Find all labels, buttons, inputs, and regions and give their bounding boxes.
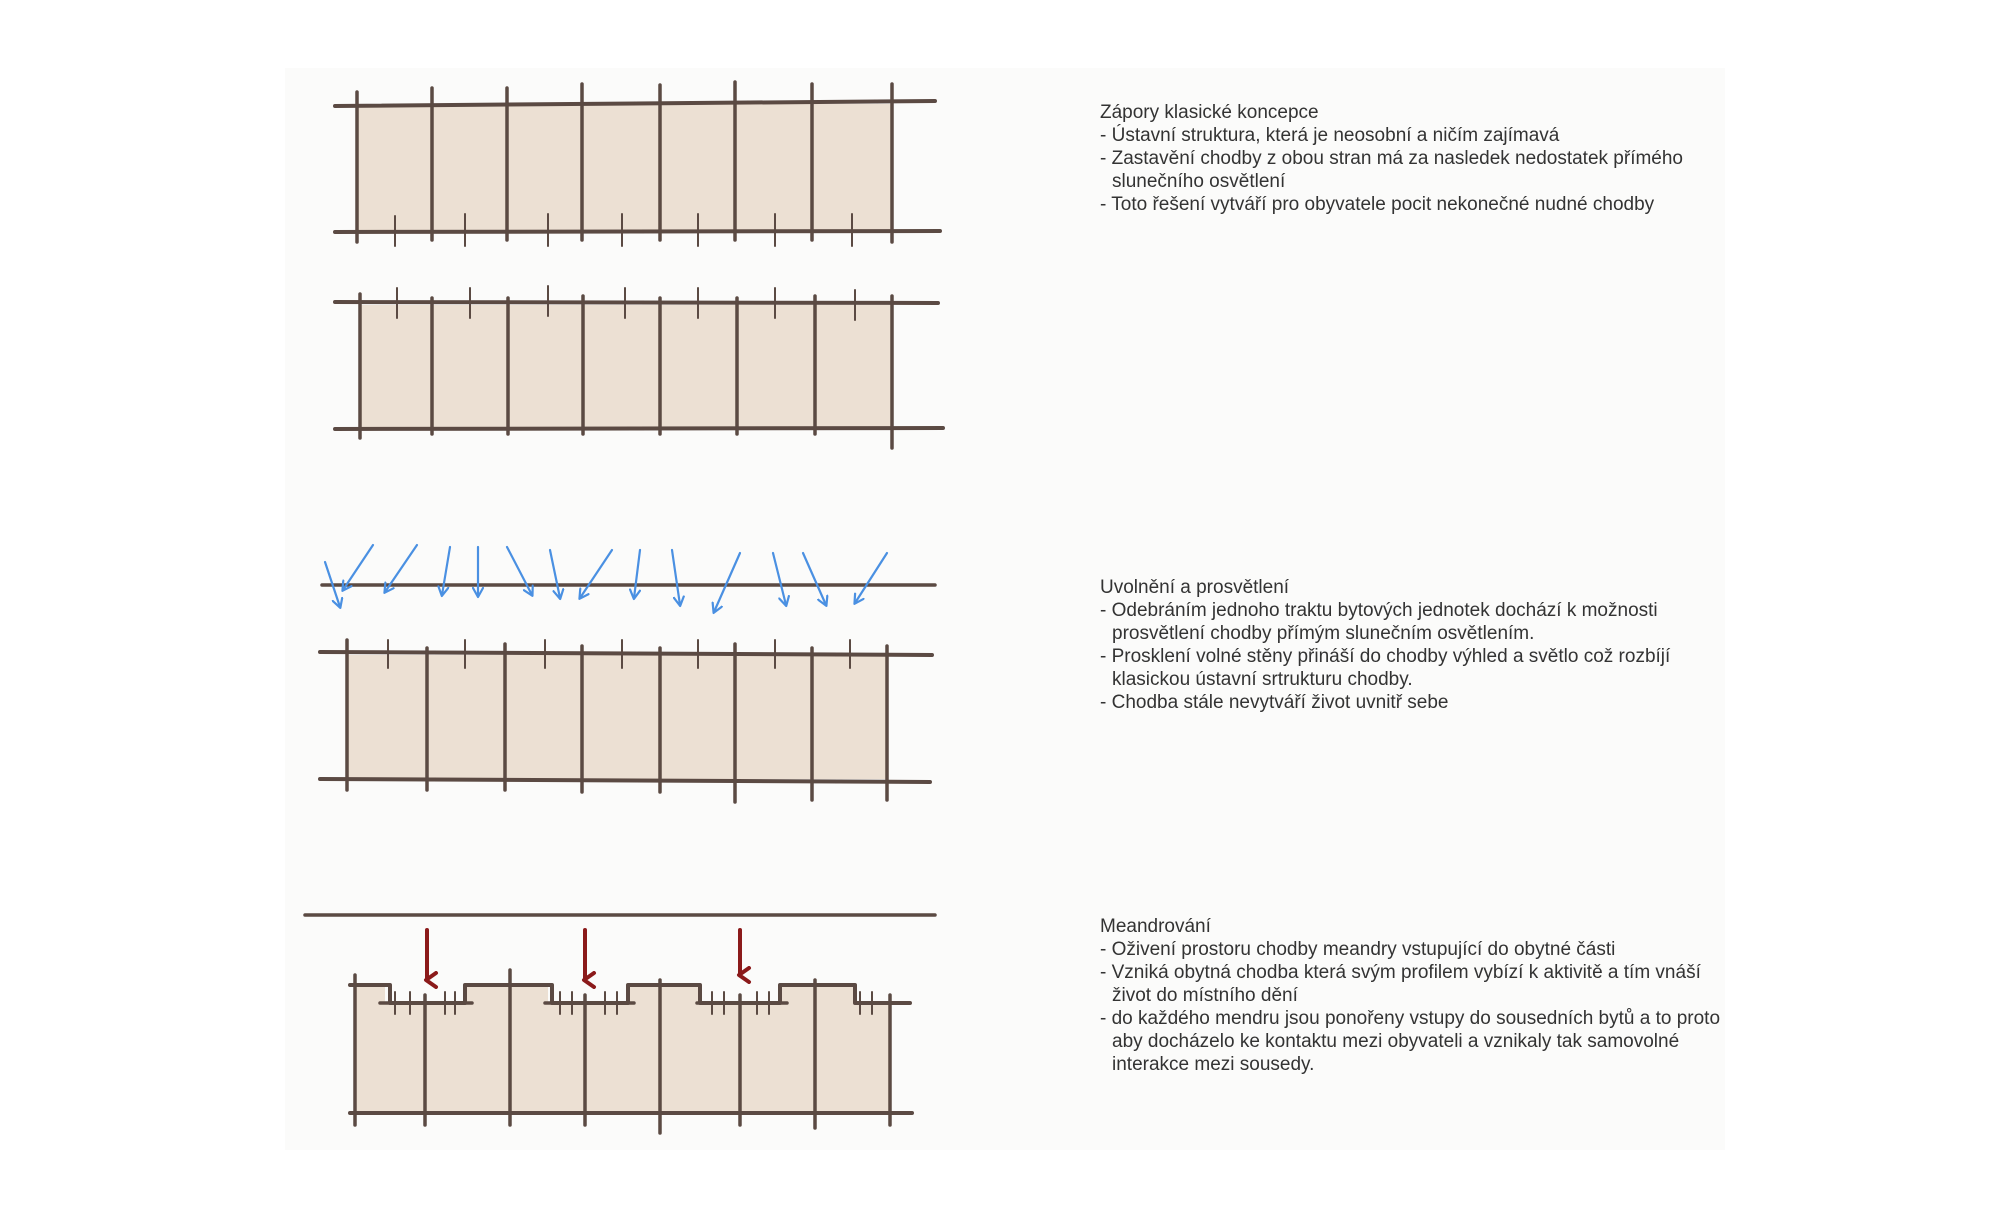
- sunlight-arrow: [773, 553, 786, 605]
- wall-line: [335, 302, 938, 303]
- note-line: - Zastavění chodby z obou stran má za nasledek nedostatek přímého slunečního osvětlení: [1100, 148, 1683, 192]
- wall-line: [320, 652, 932, 655]
- sunlight-arrow: [714, 553, 740, 612]
- wall-line: [320, 779, 930, 782]
- meander-entry-arrows: [427, 930, 740, 980]
- sunlight-arrows: [325, 545, 887, 612]
- sunlight-arrow: [550, 550, 560, 598]
- note-line: - Prosklení volné stěny přináší do chodby výhled a světlo což rozbíjí klasickou ústavní srtrukturu chodby.: [1100, 646, 1671, 690]
- sketch-classic-bottom-row: [335, 286, 943, 448]
- note-line: - Odebráním jednoho traktu bytových jednotek dochází k možnosti prosvětlení chodby přímým slunečním osvětlením.: [1100, 600, 1658, 644]
- note-line: - Chodba stále nevytváří život uvnitř sebe: [1100, 692, 1449, 713]
- sunlight-arrow: [672, 550, 680, 605]
- note-line: - Oživení prostoru chodby meandry vstupující do obytné části: [1100, 939, 1616, 960]
- note-line: - Ústavní struktura, která je neosobní a ničím zajímavá: [1100, 125, 1560, 146]
- note-meandering: [1100, 915, 1720, 1076]
- note-title: Meandrování: [1100, 916, 1211, 937]
- sunlight-arrow: [634, 550, 640, 598]
- sketch-meandering-corridor: [305, 915, 935, 1133]
- wall-line: [335, 428, 943, 429]
- sunlight-arrow: [803, 553, 826, 605]
- note-title: Uvolnění a prosvětlení: [1100, 577, 1290, 598]
- note-line: - Toto řešení vytváří pro obyvatele pocit nekonečné nudné chodby: [1100, 194, 1655, 215]
- sketch-classic-top-row: [335, 82, 940, 246]
- unit-fill: [360, 305, 892, 427]
- sunlight-arrow: [855, 553, 887, 603]
- sunlight-arrow: [442, 547, 450, 595]
- note-lighting: [1100, 576, 1720, 714]
- wall-line: [335, 231, 940, 232]
- note-classic-concept: [1100, 101, 1720, 216]
- note-line: - do každého mendru jsou ponořeny vstupy do sousedních bytů a to proto aby docházelo ke kontaktu mezi obyvateli a vznikaly tak samovolné interakce mezi sousedy.: [1100, 1008, 1721, 1075]
- sketch-lit-corridor: [320, 585, 935, 802]
- sunlight-arrow: [580, 550, 612, 598]
- note-line: - Vzniká obytná chodba která svým profilem vybízí k aktivitě a tím vnáší život do místního dění: [1100, 962, 1701, 1006]
- sunlight-arrow: [507, 547, 532, 595]
- note-title: Zápory klasické koncepce: [1100, 102, 1319, 123]
